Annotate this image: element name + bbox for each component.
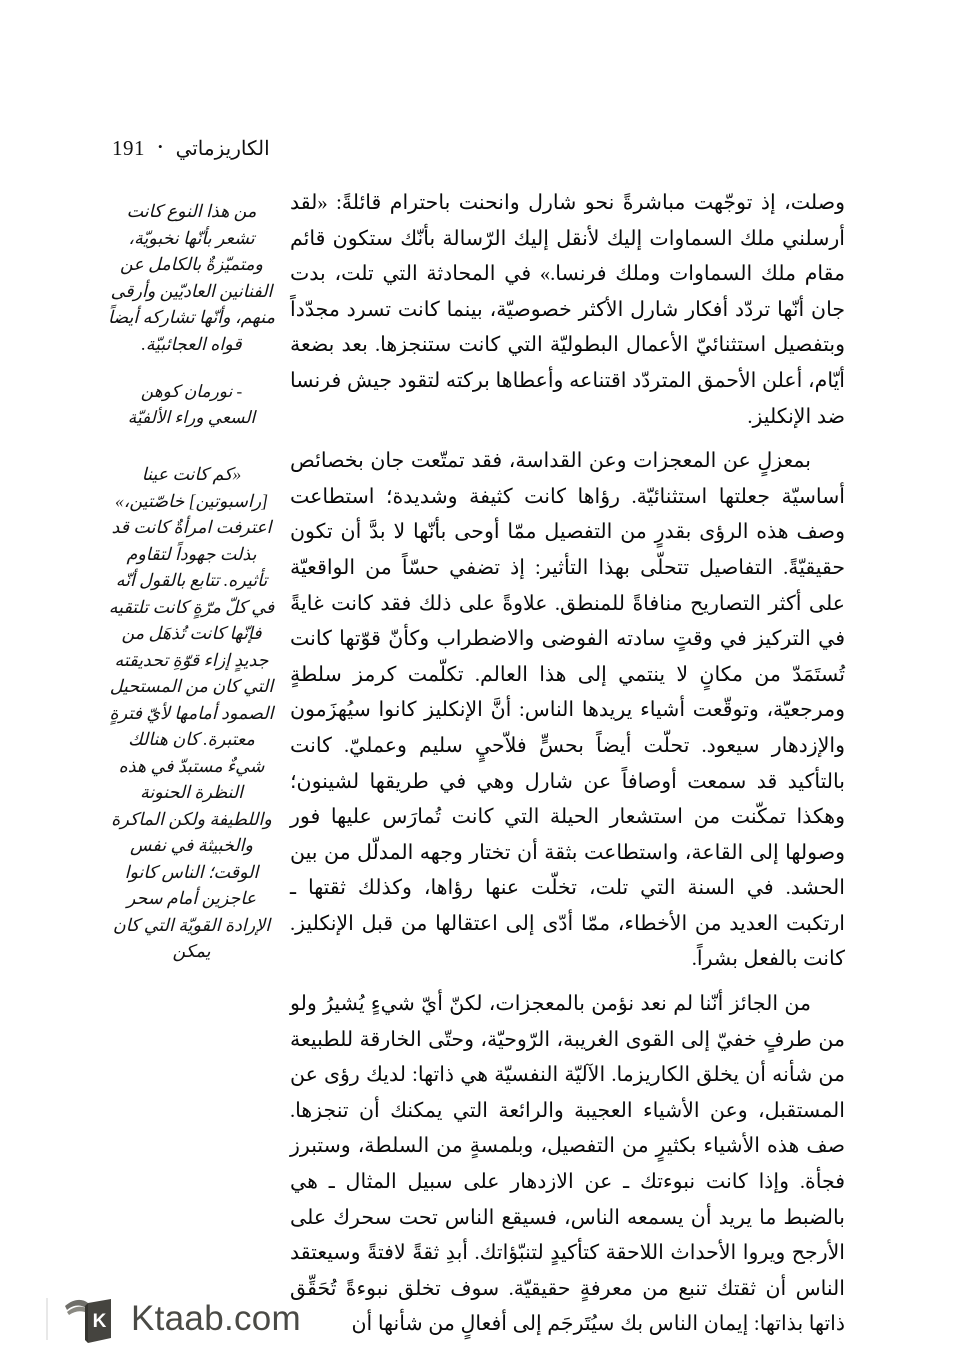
margin-note-quote-2: «كم كانت عينا [راسبوتين] خاصّتين،» اعترفت امرأةٌ كانت قد بذلت جهوداً لتقاوم تأثيره. تتابع بالقول أنّه في كلّ مرّةٍ كانت تلتقيه فإنّها كانت تُذهَل من جديدٍ إزاء قوّةِ تحديقته التي كان من المستحيل الصمود أمامها لأيّ فترةٍ معتبرة. كان هنالك شيءٌ مستبدّ في هذه النظرة الحنونة واللطيفة ولكن الماكرة والخبيثة في نفس الوقت؛ الناس كانوا عاجزين أمام سحر الإرادة القويّة التي كان يمكن bbox=[108, 464, 275, 961]
svg-text:K: K bbox=[92, 1311, 107, 1332]
chapter-title: الكاريزماتي bbox=[175, 138, 270, 160]
margin-note-attribution bbox=[108, 379, 275, 431]
open-book-icon bbox=[62, 1292, 118, 1346]
paragraph-3: من الجائز أنّنا لم نعد نؤمن بالمعجزات، لكنّ أيّ شيءٍ يُشيرُ ولو من طرفٍ خفيّ إلى القوى الغريبة، الرّوحيّة، وحتّى الخارقة للطبيعة من شأنه أن يخلق الكاريزما. الآليّة النفسيّة هي ذاتها: لديك رؤى عن المستقبل، وعن الأشياء العجيبة والرائعة التي يمكنك أن تنجزها. صف هذه الأشياء بكثيرٍ من التفصيل، وبلمسةٍ من السلطة، وستبرز فجأة. وإذا كانت نبوءتك ـ عن الازدهار على سبيل المثال ـ هي بالضبط ما يريد أن يسمعه الناس، فسيقع الناس تحت سحرك على الأرجح ويروا الأحداث اللاحقة كتأكيدٍ لتنبّؤاتك. أبدِ ثقةً لافتةً وسيعتقد الناس أن ثقتك تنبع من معرفةٍ حقيقيّة. سوف تخلق نبوءةً تُحَقِّق ذاتها بذاتها: إيمان الناس بك سيُتَرجَم إلى أفعالٍ من شأنها أن bbox=[290, 993, 845, 1336]
running-head-separator: • bbox=[158, 139, 163, 154]
page-number: 191 bbox=[112, 136, 145, 160]
watermark-label: Ktaab.com bbox=[131, 1299, 302, 1338]
site-watermark bbox=[62, 1292, 301, 1346]
margin-note-column bbox=[108, 198, 275, 965]
scan-edge-artifact bbox=[46, 1298, 48, 1340]
running-head bbox=[112, 136, 270, 161]
paragraph-2: بمعزلٍ عن المعجزات وعن القداسة، فقد تمتّعت جان بخصائص أساسيّة جعلتها استثنائيّة. رؤاها كانت كثيفة وشديدة؛ استطاعت وصف هذه الرؤى بقدرٍ من التفصيل ممّا أوحى بأنّها لا بدَّ أن تكون حقيقيّةً. التفاصيل تتحلّى بهذا التأثير: إذ تضفي حسّاً من الواقعيّة على أكثر التصاريح منافاةً للمنطق. علاوةً على ذلك فقد كانت غايةً في التركيز في وقتٍ سادته الفوضى والاضطراب وكأنّ قوّتها كانت تُستَمَدّ من مكانٍ لا ينتمي إلى هذا العالم. تكلّمت كرمز سلطةٍ ومرجعيّة، وتوقّعت أشياء يريدها الناس: أنَّ الإنكليز كانوا سيُهزَمون والإزدهار سيعود. تحلّت أيضاً بحسٍّ فلاّحيٍ سليم وعمليّ. كانت بالتأكيد قد سمعت أوصافاً عن شارل وهي في طريقها لشينون؛ وهكذا تمكّنت من استشعار الحيلة التي كانت تُمارَس عليها فور وصولها إلى القاعة، واستطاعت بثقة أن تختار وجهه المدلّل من بين الحشد. في السنة التي تلت، تخلّت عنها رؤاها، وكذلك ثقتها ـ ارتكبت العديد من الأخطاء، ممّا أدّى إلى اعتقالها من قبل الإنكليز. كانت بالفعل بشراً. bbox=[290, 450, 845, 971]
main-text-column bbox=[290, 186, 845, 1345]
paragraph-1: وصلت، إذ توجّهت مباشرةً نحو شارل وانحنت باحترام قائلةً: «لقد أرسلني ملك السماوات إليك لأنقل إليك الرّسالة بأنّك ستكون قائم مقام ملك السماوات وملك فرنسا.» في المحادثة التي تلت، بدت جان أنّها تردّد أفكار شارل الأكثر خصوصيّة، بينما كانت تسرد مجدّداً وبتفصيل استثنائيّ الأعمال البطوليّة التي كانت ستنجزها. بعد بضعة أيّام، أعلن الأحمق المتردّد اقتناعه وأعطاها بركته لتقود جيش فرنسا ضد الإنكليز. bbox=[290, 192, 845, 428]
attribution-author: - نورمان كوهن bbox=[140, 382, 243, 401]
attribution-source: السعي وراء الألفيّة bbox=[127, 408, 256, 427]
margin-note-quote-1: من هذا النوع كانت تشعر بأنّها نخبويّة، ومتميّزةٌ بالكامل عن الفنانين العاديّين وأرقى منهم، وأنّها تشاركه أيضاً قواه العجائبيّة. bbox=[108, 201, 275, 354]
